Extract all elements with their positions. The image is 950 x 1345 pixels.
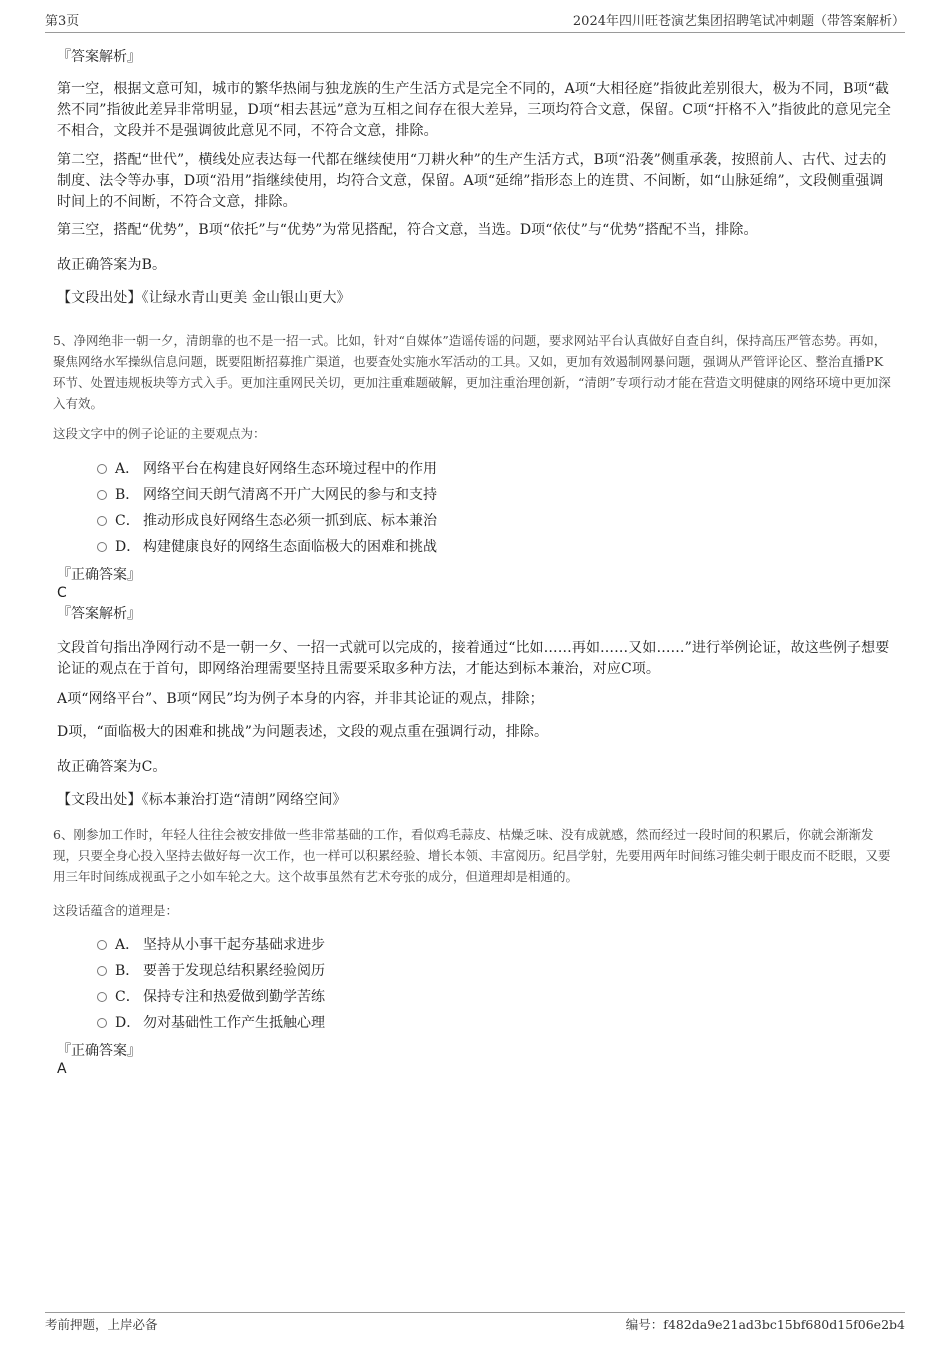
correct-answer-label: 『正确答案』 (57, 1043, 141, 1059)
analysis-paragraph-1: 第一空，根据文意可知，城市的繁华热闹与独龙族的生产生活方式是完全不同的，A项“大相径庭”指彼此差别很大，极为不同，B项“截然不同”指彼此差异非常明显，D项“相去甚远”意为互相之间存在很大差异，三项均符合文意，保留。C项“扞格不入”指彼此的意见完全不相合，文段并不是强调彼此意见不同，不符合文意，排除。 (57, 81, 891, 139)
page-number: 第3页 (45, 14, 80, 29)
analysis-paragraph-2: A项“网络平台”、B项“网民”均为例子本身的内容，并非其论证的观点，排除； (57, 691, 544, 707)
question-6-option-c[interactable] (97, 988, 325, 1006)
radio-icon[interactable] (97, 940, 107, 950)
analysis-paragraph-3: D项，“面临极大的困难和挑战”为问题表述，文段的观点重在强调行动，排除。 (57, 724, 549, 740)
page-footer (45, 1312, 905, 1335)
option-letter: B． (115, 487, 140, 503)
option-letter: C． (115, 989, 140, 1005)
correct-answer: A (57, 1061, 67, 1077)
question-6-prompt: 这段话蕴含的道理是： (53, 903, 179, 918)
question-5-option-b[interactable] (97, 486, 437, 504)
analysis-paragraph-1: 文段首句指出净网行动不是一朝一夕、一招一式就可以完成的，接着通过“比如……再如……又如……”进行举例论证，故这些例子想要论证的观点在于首句，即网络治理需要坚持且需要采取多种方法，才能达到标本兼治，对应C项。 (57, 640, 890, 677)
option-letter: A． (115, 937, 140, 953)
question-5-prompt: 这段文字中的例子论证的主要观点为： (53, 426, 266, 441)
option-text: 网络空间天朗气清离不开广大网民的参与和支持 (143, 487, 437, 503)
radio-icon[interactable] (97, 464, 107, 474)
option-letter: D． (115, 539, 141, 555)
analysis-conclusion: 故正确答案为C。 (57, 759, 167, 775)
option-text: 勿对基础性工作产生抵触心理 (143, 1015, 325, 1031)
footer-slogan: 考前押题，上岸必备 (45, 1317, 158, 1332)
correct-answer-label: 『正确答案』 (57, 567, 141, 583)
radio-icon[interactable] (97, 542, 107, 552)
analysis-label: 『答案解析』 (57, 49, 141, 65)
analysis-conclusion: 故正确答案为B。 (57, 257, 167, 273)
question-5-option-c[interactable] (97, 512, 437, 530)
question-5-option-a[interactable] (97, 460, 437, 478)
option-text: 网络平台在构建良好网络生态环境过程中的作用 (143, 461, 437, 477)
correct-answer: C (57, 585, 67, 601)
option-text: 保持专注和热爱做到勤学苦练 (143, 989, 325, 1005)
option-letter: B． (115, 963, 140, 979)
question-6-option-a[interactable] (97, 936, 325, 954)
radio-icon[interactable] (97, 992, 107, 1002)
question-6-option-d[interactable] (97, 1014, 325, 1032)
option-letter: D． (115, 1015, 141, 1031)
document-title: 2024年四川旺苍演艺集团招聘笔试冲刺题（带答案解析） (572, 14, 905, 29)
document-id: 编号：f482da9e21ad3bc15bf680d15f06e2b4 (625, 1317, 905, 1332)
question-5-option-d[interactable] (97, 538, 437, 556)
page-header (45, 14, 905, 33)
analysis-paragraph-3: 第三空，搭配“优势”，B项“依托”与“优势”为常见搭配，符合文意，当选。D项“依仗”与“优势”搭配不当，排除。 (57, 222, 758, 238)
question-5-stem: 5、净网绝非一朝一夕，清朗靠的也不是一招一式。比如，针对“自媒体”造谣传谣的问题，要求网站平台认真做好自查自纠，保持高压严管态势。再如，聚焦网络水军操纵信息问题，既要阻断招募推广渠道，也要查处实施水军活动的工具。又如，更加有效遏制网暴问题，强调从严管评论区、整治直播PK环节、处置违规板块等方式入手。更加注重网民关切，更加注重难题破解，更加注重治理创新，“清朗”专项行动才能在营造文明健康的网络环境中更加深入有效。 (53, 333, 891, 411)
option-text: 要善于发现总结积累经验阅历 (143, 963, 325, 979)
radio-icon[interactable] (97, 490, 107, 500)
option-letter: A． (115, 461, 140, 477)
option-letter: C． (115, 513, 140, 529)
analysis-label: 『答案解析』 (57, 606, 141, 622)
question-6-stem: 6、刚参加工作时，年轻人往往会被安排做一些非常基础的工作，看似鸡毛蒜皮、枯燥乏味、没有成就感，然而经过一段时间的积累后，你就会渐渐发现，只要全身心投入坚持去做好每一次工作，也一样可以积累经验、增长本领、丰富阅历。纪昌学射，先要用两年时间练习锥尖刺于眼皮而不眨眼，又要用三年时间练成视虱子之小如车轮之大。这个故事虽然有艺术夸张的成分，但道理却是相通的。 (53, 827, 891, 884)
option-text: 推动形成良好网络生态必须一抓到底、标本兼治 (143, 513, 437, 529)
radio-icon[interactable] (97, 966, 107, 976)
radio-icon[interactable] (97, 516, 107, 526)
source-citation: 【文段出处】《标本兼治打造“清朗”网络空间》 (57, 792, 347, 808)
radio-icon[interactable] (97, 1018, 107, 1028)
analysis-paragraph-2: 第二空，搭配“世代”，横线处应表达每一代都在继续使用“刀耕火种”的生产生活方式，B项“沿袭”侧重承袭，按照前人、古代、过去的制度、法令等办事，D项“沿用”指继续使用，均符合文意，保留。A项“延绵”指形态上的连贯、不间断，如“山脉延绵”，文段侧重强调时间上的不间断，不符合文意，排除。 (57, 152, 887, 210)
question-6-option-b[interactable] (97, 962, 325, 980)
option-text: 坚持从小事干起夯基础求进步 (143, 937, 325, 953)
option-text: 构建健康良好的网络生态面临极大的困难和挑战 (143, 539, 437, 555)
source-citation: 【文段出处】《让绿水青山更美 金山银山更大》 (57, 290, 351, 306)
